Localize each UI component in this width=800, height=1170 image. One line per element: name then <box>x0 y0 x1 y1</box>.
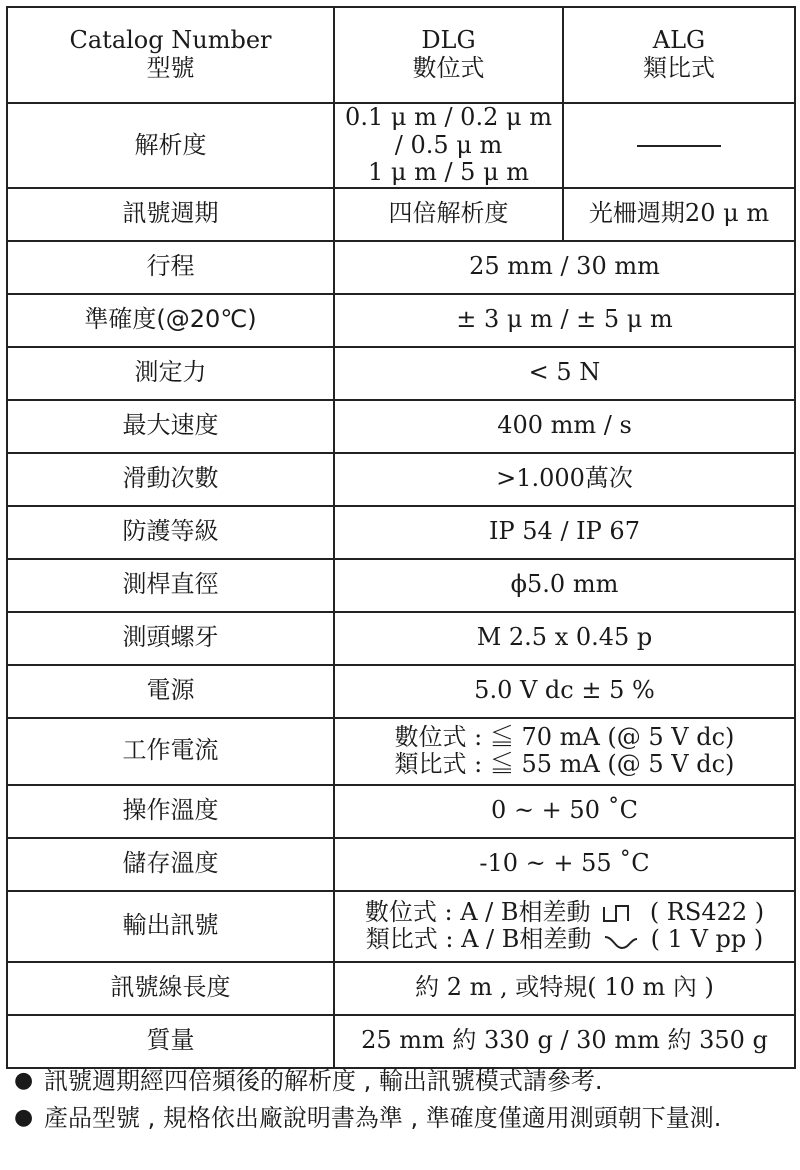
output-line1 <box>339 899 790 927</box>
row-label: 電源 <box>7 665 334 718</box>
row-force <box>7 347 795 400</box>
header-dlg: DLG <box>421 26 476 55</box>
row-power <box>7 665 795 718</box>
header-catalog-cell <box>7 7 334 103</box>
output-values <box>334 891 795 962</box>
resolution-dlg-line1: 0.1 μ m / 0.2 μ m / 0.5 μ m <box>345 103 552 159</box>
row-output <box>7 891 795 962</box>
output-line2 <box>339 926 790 954</box>
footnote-item <box>14 1103 794 1134</box>
sine-wave-icon <box>603 931 639 951</box>
row-current <box>7 718 795 785</box>
row-value: IP 54 / IP 67 <box>334 506 795 559</box>
row-cycles <box>7 453 795 506</box>
footnote-text: 訊號週期經四倍頻後的解析度 , 輸出訊號模式請參考. <box>44 1067 603 1095</box>
row-value: 約 2 m , 或特規( 10 m 內 ) <box>334 962 795 1015</box>
row-value: M 2.5 x 0.45 p <box>334 612 795 665</box>
row-cable <box>7 962 795 1015</box>
row-label: 訊號線長度 <box>7 962 334 1015</box>
row-value: 5.0 V dc ± 5 % <box>334 665 795 718</box>
row-value: 25 mm / 30 mm <box>334 241 795 294</box>
row-protection <box>7 506 795 559</box>
row-label: 行程 <box>7 241 334 294</box>
row-op-temp <box>7 785 795 838</box>
footnote-text: 產品型號 , 規格依出廠說明書為準 , 準確度僅適用測頭朝下量測. <box>44 1104 722 1133</box>
row-label: 最大速度 <box>7 400 334 453</box>
bullet-icon: ● <box>14 1068 34 1093</box>
row-label: 質量 <box>7 1015 334 1068</box>
row-label: 工作電流 <box>7 718 334 785</box>
row-label: 輸出訊號 <box>7 891 334 962</box>
current-values <box>334 718 795 785</box>
row-label: 操作溫度 <box>7 785 334 838</box>
row-label: 準確度(@20℃) <box>7 294 334 347</box>
header-catalog-zh: 型號 <box>146 54 195 82</box>
row-weight <box>7 1015 795 1068</box>
output-analog-type: ( 1 V pp ) <box>650 925 764 954</box>
output-digital-text: 數位式 : A / B相差動 <box>364 897 591 926</box>
output-digital-type: ( RS422 ) <box>649 897 765 926</box>
spec-table <box>6 6 796 1069</box>
row-label: 訊號週期 <box>7 188 334 241</box>
resolution-dlg-cell <box>334 103 563 188</box>
row-resolution <box>7 103 795 188</box>
row-value: ϕ5.0 mm <box>334 559 795 612</box>
output-analog-text: 類比式 : A / B相差動 <box>365 925 592 954</box>
bullet-icon: ● <box>14 1105 34 1131</box>
header-alg-cell <box>563 7 795 103</box>
square-wave-icon <box>602 903 638 923</box>
row-value: ± 3 μ m / ± 5 μ m <box>334 294 795 347</box>
resolution-alg-cell <box>563 103 795 188</box>
header-dlg-cell <box>334 7 563 103</box>
footnote-item <box>14 1066 794 1097</box>
header-alg-zh: 類比式 <box>643 54 715 82</box>
row-rod-diameter <box>7 559 795 612</box>
header-catalog-en: Catalog Number <box>69 26 272 55</box>
row-label: 測桿直徑 <box>7 559 334 612</box>
row-signal-period <box>7 188 795 241</box>
header-alg: ALG <box>652 26 706 55</box>
signal-period-dlg: 四倍解析度 <box>334 188 563 241</box>
row-label: 測定力 <box>7 347 334 400</box>
row-speed <box>7 400 795 453</box>
row-accuracy <box>7 294 795 347</box>
resolution-dlg-line2: 1 μ m / 5 μ m <box>367 158 530 187</box>
row-label: 防護等級 <box>7 506 334 559</box>
row-value: 25 mm 約 330 g / 30 mm 約 350 g <box>334 1015 795 1068</box>
header-dlg-zh: 數位式 <box>412 54 485 82</box>
current-line1: 數位式 : ≦ 70 mA (@ 5 V dc) <box>394 722 735 751</box>
row-storage-temp <box>7 838 795 891</box>
row-label: 儲存溫度 <box>7 838 334 891</box>
row-value: 400 mm / s <box>334 400 795 453</box>
dash-line <box>637 145 721 147</box>
row-label: 測頭螺牙 <box>7 612 334 665</box>
header-row <box>7 7 795 103</box>
row-value: >1.000萬次 <box>334 453 795 506</box>
signal-period-alg: 光柵週期20 μ m <box>563 188 795 241</box>
row-label: 解析度 <box>7 103 334 188</box>
row-value: < 5 N <box>334 347 795 400</box>
footnotes <box>14 1066 794 1140</box>
current-line2: 類比式 : ≦ 55 mA (@ 5 V dc) <box>394 750 735 779</box>
row-value: -10 ~ + 55 ˚C <box>334 838 795 891</box>
row-thread <box>7 612 795 665</box>
row-label: 滑動次數 <box>7 453 334 506</box>
row-value: 0 ~ + 50 ˚C <box>334 785 795 838</box>
row-stroke <box>7 241 795 294</box>
